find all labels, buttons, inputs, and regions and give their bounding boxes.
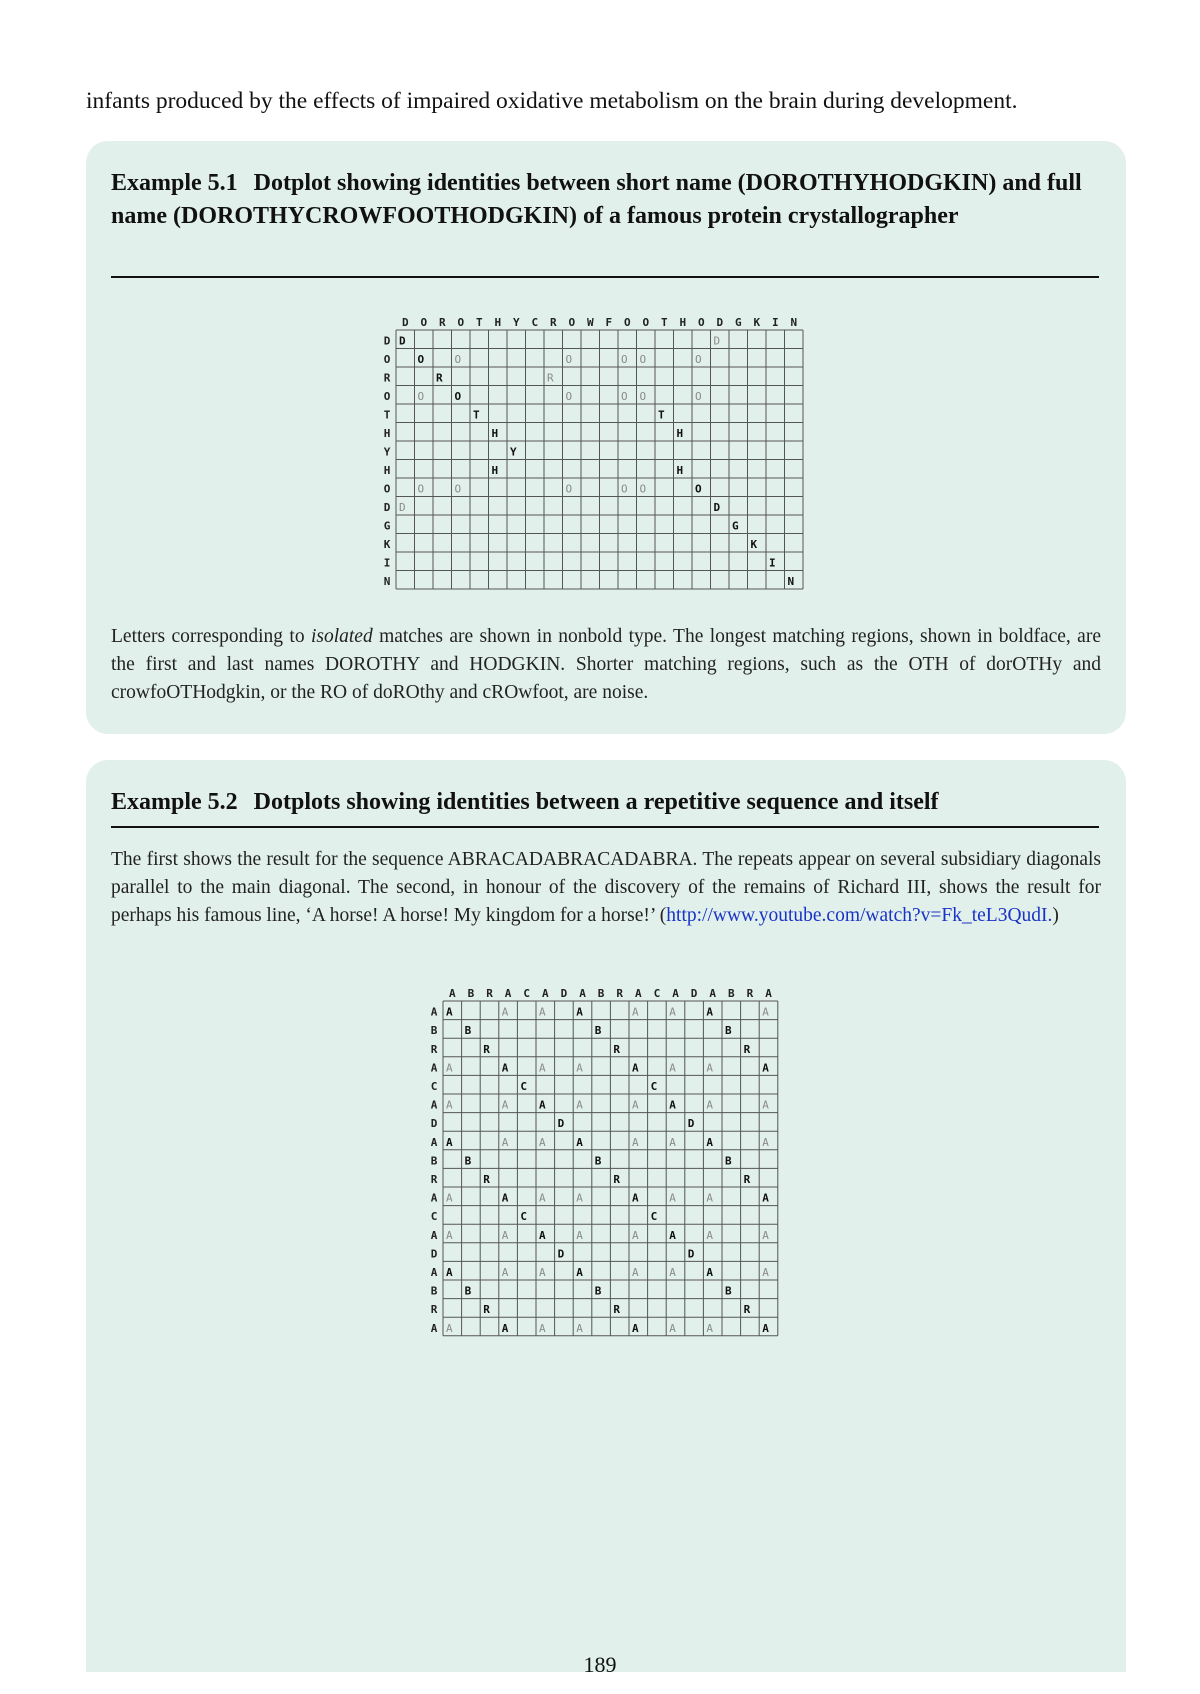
column-header-letter: T — [475, 316, 483, 329]
row-header-letter: R — [430, 1042, 438, 1056]
match-mark-bold: K — [750, 538, 758, 551]
match-mark-isolated: A — [446, 1228, 453, 1242]
column-header-letter: O — [568, 316, 576, 329]
match-mark-isolated: A — [501, 1098, 509, 1112]
row-header-letter: N — [383, 575, 391, 588]
match-mark-bold: A — [706, 1266, 714, 1279]
paragraph-text: ) — [1052, 905, 1059, 926]
match-mark-bold: H — [491, 464, 499, 477]
match-mark-bold: D — [687, 1247, 695, 1261]
column-header-letter: R — [616, 987, 624, 1000]
column-header-letter: R — [746, 987, 754, 1000]
row-header-letter: R — [383, 371, 391, 385]
column-header-letter: C — [523, 987, 531, 1000]
match-mark-isolated: O — [454, 482, 462, 496]
match-mark-bold: R — [613, 1303, 621, 1317]
match-mark-isolated: A — [706, 1228, 714, 1242]
column-header-letter: W — [586, 316, 594, 329]
youtube-link[interactable]: http://www.youtube.com/watch?v=Fk_teL3QudI. — [666, 905, 1053, 926]
match-mark-bold: C — [520, 1210, 528, 1224]
column-header-letter: T — [660, 316, 668, 329]
match-mark-bold: R — [743, 1303, 751, 1317]
match-mark-isolated: A — [669, 1321, 676, 1335]
match-mark-isolated: A — [501, 1266, 509, 1279]
title-rule — [111, 826, 1099, 828]
match-mark-bold: B — [464, 1024, 472, 1038]
caption-text: matches are shown in nonbold type. The longest matching regions, shown in boldface, are the first and last names DOROTHY and HODGKIN. Shorter matching regions, such as the OTH of dorOTHy and crowfoOTHodgkin, or the RO of doROthy and cROwfoot, are noise. — [111, 626, 1101, 703]
row-header-letter: A — [430, 1321, 438, 1335]
match-mark-bold: C — [520, 1080, 528, 1093]
match-mark-isolated: A — [446, 1098, 453, 1112]
example-paragraph — [111, 846, 1101, 930]
example-box-5-1 — [86, 141, 1126, 734]
column-header-letter: A — [709, 987, 717, 1000]
example-caption — [111, 623, 1101, 707]
row-header-letter: D — [383, 501, 391, 514]
match-mark-bold: A — [632, 1061, 639, 1075]
match-mark-isolated: A — [669, 1135, 676, 1149]
example-box-5-2 — [86, 760, 1126, 1672]
match-mark-isolated: A — [762, 1135, 769, 1149]
match-mark-bold: A — [669, 1228, 676, 1242]
match-mark-bold: A — [706, 1005, 714, 1019]
match-mark-bold: A — [576, 1005, 583, 1019]
match-mark-isolated: A — [539, 1266, 546, 1279]
match-mark-isolated: A — [446, 1191, 453, 1205]
match-mark-isolated: A — [446, 1321, 453, 1335]
row-header-letter: A — [430, 1098, 438, 1112]
match-mark-isolated: A — [501, 1005, 509, 1019]
match-mark-bold: B — [725, 1154, 732, 1168]
example-title — [111, 786, 1101, 819]
caption-text: Letters corresponding to — [111, 626, 311, 647]
row-header-letter: O — [383, 482, 391, 496]
match-mark-bold: A — [632, 1191, 639, 1205]
match-mark-isolated: O — [639, 353, 647, 366]
column-header-letter: A — [672, 987, 679, 1000]
match-mark-isolated: A — [632, 1005, 639, 1019]
row-header-letter: D — [430, 1117, 438, 1131]
match-mark-bold: A — [576, 1266, 583, 1279]
match-mark-bold: O — [695, 482, 702, 496]
match-mark-isolated: A — [632, 1135, 639, 1149]
row-header-letter: A — [430, 1135, 438, 1149]
row-header-letter: A — [430, 1191, 438, 1205]
match-mark-bold: T — [658, 408, 665, 422]
match-mark-isolated: O — [695, 353, 702, 366]
column-header-letter: H — [494, 316, 502, 329]
column-header-letter: Y — [512, 316, 520, 329]
match-mark-isolated: D — [399, 501, 406, 514]
match-mark-bold: D — [557, 1247, 565, 1261]
column-header-letter: B — [597, 987, 605, 1000]
match-mark-isolated: O — [639, 390, 647, 403]
dotplot-abracadabra — [421, 985, 791, 1345]
match-mark-isolated: A — [632, 1266, 639, 1279]
match-mark-isolated: O — [417, 390, 425, 403]
match-mark-bold: I — [769, 556, 776, 570]
match-mark-isolated: A — [632, 1098, 639, 1112]
column-header-letter: C — [653, 987, 661, 1000]
match-mark-bold: A — [576, 1135, 583, 1149]
match-mark-bold: A — [632, 1321, 639, 1335]
row-header-letter: O — [383, 390, 391, 403]
match-mark-isolated: O — [417, 482, 425, 496]
match-mark-isolated: R — [547, 371, 554, 385]
row-header-letter: Y — [383, 445, 391, 459]
match-mark-bold: D — [713, 501, 721, 514]
match-mark-isolated: A — [539, 1135, 546, 1149]
paragraph-text: The first shows the result for the sequence ABRACADABRACADABRA. The repeats appear on several subsidiary diagonals parallel to the main diagonal. The second, in honour of the discovery of the remains of Richard III, shows the result for perhaps his famous line, ‘A horse! A horse! My kingdom for a horse!’ ( — [111, 849, 1101, 926]
match-mark-bold: A — [501, 1061, 509, 1075]
match-mark-isolated: A — [539, 1005, 546, 1019]
match-mark-isolated: A — [762, 1098, 769, 1112]
row-header-letter: C — [430, 1210, 438, 1224]
match-mark-bold: Y — [510, 445, 517, 459]
example-title-text: Dotplots showing identities between a repetitive sequence and itself — [253, 789, 939, 815]
column-header-letter: G — [734, 316, 742, 329]
match-mark-bold: G — [732, 519, 739, 533]
column-header-letter: A — [579, 987, 586, 1000]
example-number: Example 5.2 — [111, 789, 238, 815]
match-mark-isolated: A — [762, 1266, 769, 1279]
column-header-letter: A — [504, 987, 512, 1000]
row-header-letter: K — [383, 538, 391, 551]
match-mark-isolated: A — [501, 1228, 509, 1242]
column-header-letter: D — [401, 316, 409, 329]
match-mark-isolated: A — [576, 1098, 583, 1112]
match-mark-bold: B — [464, 1284, 472, 1298]
column-header-letter: D — [690, 987, 698, 1000]
match-mark-isolated: A — [539, 1321, 546, 1335]
column-header-letter: C — [531, 316, 539, 329]
match-mark-bold: B — [594, 1024, 602, 1038]
column-header-letter: O — [623, 316, 631, 329]
match-mark-isolated: A — [446, 1061, 453, 1075]
match-mark-bold: A — [762, 1061, 769, 1075]
row-header-letter: O — [383, 353, 391, 366]
match-mark-bold: D — [557, 1117, 565, 1131]
match-mark-bold: R — [613, 1173, 621, 1186]
match-mark-isolated: A — [669, 1005, 676, 1019]
match-mark-isolated: A — [706, 1321, 714, 1335]
match-mark-isolated: A — [706, 1098, 714, 1112]
column-header-letter: H — [679, 316, 687, 329]
row-header-letter: C — [430, 1080, 438, 1093]
column-header-letter: N — [790, 316, 798, 329]
match-mark-bold: H — [491, 427, 499, 440]
match-mark-isolated: O — [639, 482, 647, 496]
match-mark-bold: B — [725, 1284, 732, 1298]
row-header-letter: H — [383, 464, 391, 477]
match-mark-isolated: A — [706, 1061, 714, 1075]
column-header-letter: O — [420, 316, 428, 329]
column-header-letter: R — [549, 316, 557, 329]
match-mark-bold: C — [650, 1210, 658, 1224]
row-header-letter: D — [383, 334, 391, 348]
match-mark-isolated: O — [565, 390, 573, 403]
match-mark-bold: A — [446, 1135, 453, 1149]
row-header-letter: A — [430, 1228, 438, 1242]
match-mark-isolated: A — [539, 1191, 546, 1205]
match-mark-isolated: O — [565, 482, 573, 496]
match-mark-bold: R — [483, 1173, 490, 1186]
match-mark-bold: A — [501, 1191, 509, 1205]
caption-emphasis: isolated — [310, 626, 373, 647]
match-mark-isolated: A — [706, 1191, 714, 1205]
match-mark-isolated: O — [621, 482, 628, 496]
column-header-letter: A — [634, 987, 642, 1000]
row-header-letter: T — [383, 408, 391, 422]
column-header-letter: A — [541, 987, 549, 1000]
row-header-letter: A — [430, 1061, 438, 1075]
column-header-letter: O — [457, 316, 465, 329]
row-header-letter: G — [383, 519, 391, 533]
row-header-letter: D — [430, 1247, 438, 1261]
match-mark-bold: O — [454, 390, 462, 403]
match-mark-bold: N — [787, 575, 795, 588]
column-header-letter: B — [467, 987, 475, 1000]
column-header-letter: K — [753, 316, 761, 329]
match-mark-isolated: O — [695, 390, 702, 403]
match-mark-isolated: O — [565, 353, 573, 366]
row-header-letter: R — [430, 1303, 438, 1317]
column-header-letter: O — [697, 316, 705, 329]
column-header-letter: I — [771, 316, 779, 329]
match-mark-isolated: A — [669, 1266, 676, 1279]
column-header-letter: R — [438, 316, 446, 329]
match-mark-isolated: A — [576, 1061, 583, 1075]
match-mark-bold: A — [446, 1266, 453, 1279]
match-mark-isolated: O — [621, 353, 628, 366]
match-mark-bold: T — [473, 408, 480, 422]
row-header-letter: A — [430, 1266, 438, 1279]
match-mark-isolated: A — [501, 1135, 509, 1149]
column-header-letter: O — [642, 316, 650, 329]
match-mark-bold: B — [464, 1154, 472, 1168]
top-paragraph-line: infants produced by the effects of impaired oxidative metabolism on the brain during development. — [86, 88, 1018, 114]
match-mark-isolated: A — [762, 1005, 769, 1019]
match-mark-isolated: A — [576, 1321, 583, 1335]
column-header-letter: D — [716, 316, 724, 329]
match-mark-isolated: A — [632, 1228, 639, 1242]
column-header-letter: A — [765, 987, 772, 1000]
match-mark-bold: R — [436, 371, 443, 385]
match-mark-bold: A — [669, 1098, 676, 1112]
column-header-letter: A — [448, 987, 456, 1000]
match-mark-bold: A — [539, 1098, 546, 1112]
match-mark-bold: A — [706, 1135, 714, 1149]
match-mark-isolated: A — [762, 1228, 769, 1242]
match-mark-bold: A — [539, 1228, 546, 1242]
match-mark-isolated: A — [539, 1061, 546, 1075]
row-header-letter: H — [383, 427, 391, 440]
match-mark-bold: A — [762, 1321, 769, 1335]
row-header-letter: R — [430, 1173, 438, 1186]
match-mark-bold: B — [725, 1024, 732, 1038]
row-header-letter: I — [383, 556, 391, 570]
example-title-text: Dotplot showing identities between short name (DOROTHYHODGKIN) and full name (DOROTHYCROWFOOTHODGKIN) of a famous protein crystallographer — [111, 170, 1082, 229]
dotplot-dorothy-hodgkin — [374, 314, 814, 594]
column-header-letter: R — [486, 987, 493, 1000]
match-mark-bold: R — [613, 1042, 621, 1056]
match-mark-bold: R — [743, 1173, 751, 1186]
match-mark-bold: D — [399, 334, 406, 348]
match-mark-bold: R — [483, 1042, 490, 1056]
match-mark-bold: R — [743, 1042, 751, 1056]
match-mark-bold: H — [676, 464, 684, 477]
column-header-letter: D — [560, 987, 568, 1000]
match-mark-bold: A — [762, 1191, 769, 1205]
row-header-letter: B — [430, 1024, 438, 1038]
column-header-letter: F — [605, 316, 613, 329]
match-mark-bold: C — [650, 1080, 658, 1093]
row-header-letter: B — [430, 1284, 438, 1298]
match-mark-isolated: A — [576, 1191, 583, 1205]
match-mark-bold: D — [687, 1117, 695, 1131]
match-mark-bold: H — [676, 427, 684, 440]
match-mark-bold: O — [417, 353, 425, 366]
match-mark-isolated: A — [576, 1228, 583, 1242]
match-mark-isolated: A — [669, 1191, 676, 1205]
match-mark-bold: A — [501, 1321, 509, 1335]
column-header-letter: B — [727, 987, 735, 1000]
row-header-letter: A — [430, 1005, 438, 1019]
match-mark-isolated: O — [454, 353, 462, 366]
row-header-letter: B — [430, 1154, 438, 1168]
match-mark-isolated: A — [669, 1061, 676, 1075]
match-mark-bold: R — [483, 1303, 490, 1317]
title-rule — [111, 276, 1099, 278]
match-mark-bold: B — [594, 1284, 602, 1298]
match-mark-bold: B — [594, 1154, 602, 1168]
example-number: Example 5.1 — [111, 170, 238, 196]
match-mark-isolated: D — [713, 334, 721, 348]
match-mark-bold: A — [446, 1005, 453, 1019]
match-mark-isolated: O — [621, 390, 628, 403]
example-title — [111, 167, 1101, 233]
page-number: 189 — [583, 1652, 617, 1677]
